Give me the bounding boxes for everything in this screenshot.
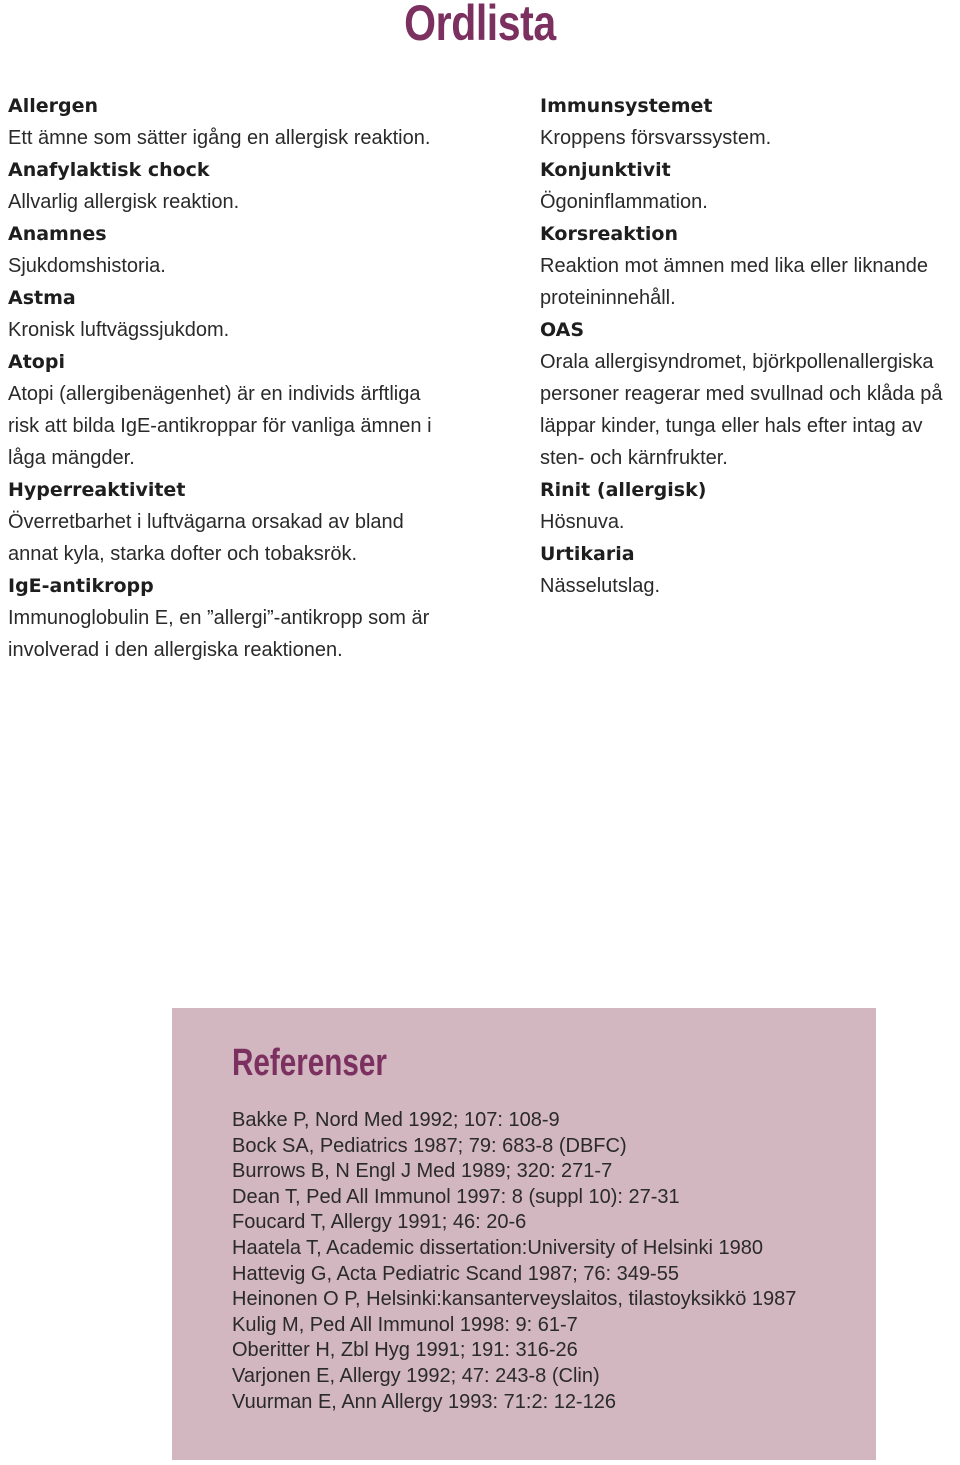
glossary-entry bbox=[540, 90, 960, 154]
glossary-term: Rinit (allergisk) bbox=[540, 479, 707, 501]
glossary-definition-line: involverad i den allergiska reaktionen. bbox=[8, 639, 343, 661]
glossary-term: OAS bbox=[540, 319, 585, 341]
glossary-term: Allergen bbox=[8, 95, 98, 117]
glossary-definition-line: proteininnehåll. bbox=[540, 287, 676, 309]
glossary-definition-line: Allvarlig allergisk reaktion. bbox=[8, 191, 240, 213]
references-list bbox=[232, 1108, 872, 1415]
reference-item: Vuurman E, Ann Allergy 1993: 71:2: 12-126 bbox=[232, 1390, 616, 1413]
glossary-term: Konjunktivit bbox=[540, 159, 671, 181]
glossary-entry bbox=[8, 282, 498, 346]
page-title: Ordlista bbox=[404, 0, 556, 51]
glossary-term: Atopi bbox=[8, 351, 65, 373]
reference-item: Oberitter H, Zbl Hyg 1991; 191: 316-26 bbox=[232, 1339, 578, 1362]
glossary-definition-line: Sjukdomshistoria. bbox=[8, 255, 166, 277]
glossary-term: Urtikaria bbox=[540, 543, 635, 565]
glossary-definition-line: sten- och kärnfrukter. bbox=[540, 447, 728, 469]
glossary-definition-line: annat kyla, starka dofter och tobaksrök. bbox=[8, 543, 358, 565]
glossary-definition-line: Hösnuva. bbox=[540, 511, 625, 533]
glossary-definition-line: Orala allergisyndromet, björkpollenallergiska bbox=[540, 351, 934, 373]
reference-item: Bock SA, Pediatrics 1987; 79: 683-8 (DBFC) bbox=[232, 1134, 627, 1157]
glossary-definition-line: Nässelutslag. bbox=[540, 575, 661, 597]
glossary-definition-line: Immunoglobulin E, en ”allergi”-antikropp som är bbox=[8, 607, 430, 629]
glossary-entry bbox=[8, 346, 498, 474]
glossary-term: Anafylaktisk chock bbox=[8, 159, 210, 181]
glossary-entry bbox=[8, 474, 498, 570]
glossary-term: Anamnes bbox=[8, 223, 107, 245]
glossary-right-column bbox=[540, 90, 960, 602]
glossary-entry bbox=[540, 474, 960, 538]
reference-item: Kulig M, Ped All Immunol 1998: 9: 61-7 bbox=[232, 1313, 578, 1336]
glossary-entry bbox=[8, 154, 498, 218]
reference-item: Foucard T, Allergy 1991; 46: 20-6 bbox=[232, 1211, 527, 1234]
reference-item: Haatela T, Academic dissertation:University of Helsinki 1980 bbox=[232, 1236, 763, 1259]
glossary-definition-line: Kronisk luftvägssjukdom. bbox=[8, 319, 230, 341]
glossary-entry bbox=[540, 538, 960, 602]
glossary-term: Korsreaktion bbox=[540, 223, 679, 245]
reference-item: Hattevig G, Acta Pediatric Scand 1987; 76: 349-55 bbox=[232, 1262, 679, 1285]
glossary-definition-line: läppar kinder, tunga eller hals efter intag av bbox=[540, 415, 923, 437]
references-title: Referenser bbox=[232, 1042, 387, 1084]
glossary-left-column bbox=[8, 90, 498, 666]
reference-item: Dean T, Ped All Immunol 1997: 8 (suppl 10): 27-31 bbox=[232, 1185, 680, 1208]
glossary-definition-line: låga mängder. bbox=[8, 447, 135, 469]
references-box bbox=[172, 1008, 876, 1460]
glossary-definition-line: Ögoninflammation. bbox=[540, 191, 708, 213]
glossary-definition-line: Överretbarhet i luftvägarna orsakad av bland bbox=[8, 511, 404, 533]
glossary-definition-line: Reaktion mot ämnen med lika eller liknande bbox=[540, 255, 928, 277]
glossary-definition-line: risk att bilda IgE-antikroppar för vanliga ämnen i bbox=[8, 415, 432, 437]
glossary-entry bbox=[540, 314, 960, 474]
glossary-entry bbox=[540, 218, 960, 314]
glossary-entry bbox=[8, 90, 498, 154]
glossary-definition-line: Atopi (allergibenägenhet) är en individs ärftliga bbox=[8, 383, 421, 405]
reference-item: Heinonen O P, Helsinki:kansanterveyslaitos, tilastoyksikkö 1987 bbox=[232, 1288, 797, 1311]
glossary-term: IgE-antikropp bbox=[8, 575, 154, 597]
glossary-entry bbox=[8, 570, 498, 666]
glossary-definition-line: Kroppens försvarssystem. bbox=[540, 127, 772, 149]
glossary-definition-line: personer reagerar med svullnad och klåda på bbox=[540, 383, 943, 405]
glossary-entry bbox=[540, 154, 960, 218]
glossary-definition-line: Ett ämne som sätter igång en allergisk reaktion. bbox=[8, 127, 431, 149]
glossary-term: Astma bbox=[8, 287, 76, 309]
reference-item: Bakke P, Nord Med 1992; 107: 108-9 bbox=[232, 1109, 560, 1131]
glossary-term: Immunsystemet bbox=[540, 95, 713, 117]
reference-item: Burrows B, N Engl J Med 1989; 320: 271-7 bbox=[232, 1160, 613, 1183]
glossary-entry bbox=[8, 218, 498, 282]
reference-item: Varjonen E, Allergy 1992; 47: 243-8 (Clin) bbox=[232, 1364, 600, 1387]
glossary-term: Hyperreaktivitet bbox=[8, 479, 186, 501]
